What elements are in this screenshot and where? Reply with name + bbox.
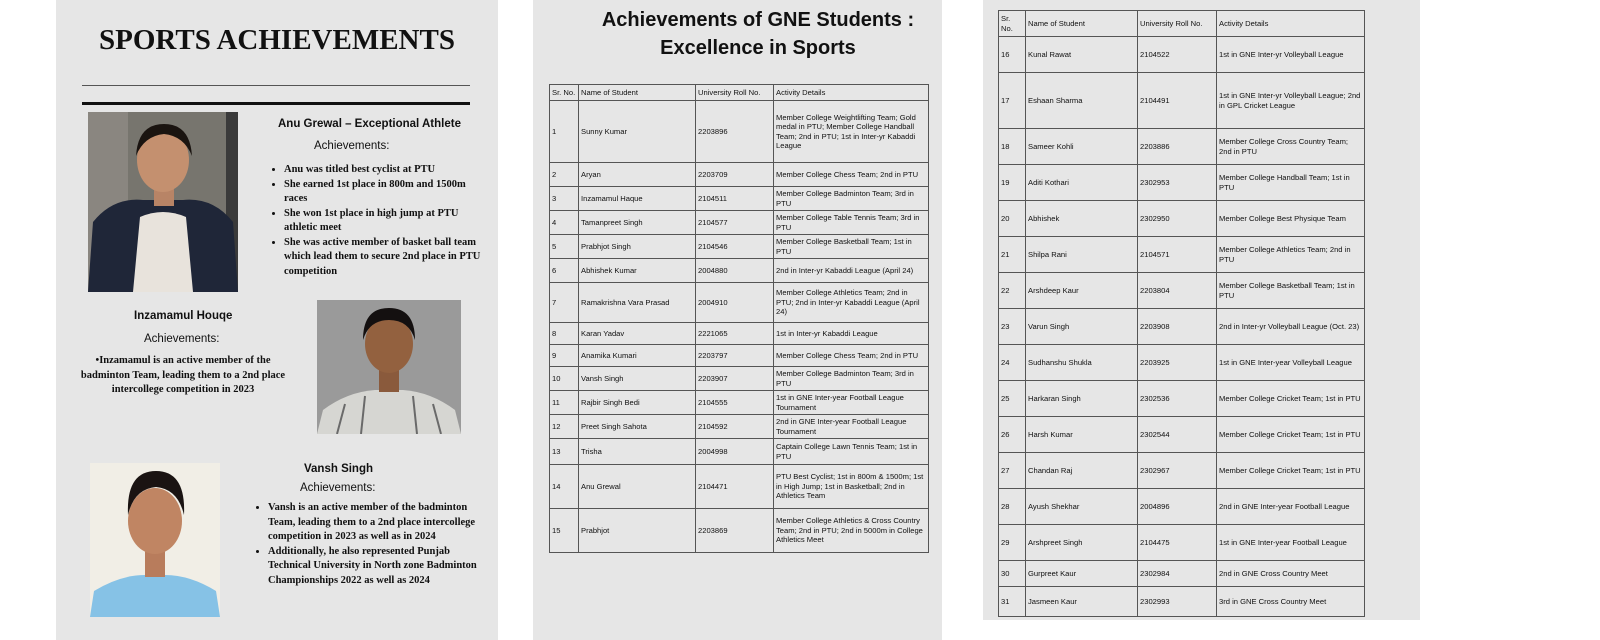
table-cell: 22 [999, 273, 1026, 309]
table-cell: Sameer Kohli [1026, 129, 1138, 165]
table-cell: 24 [999, 345, 1026, 381]
divider [82, 85, 470, 86]
achievements-table [998, 10, 1365, 617]
table-row [550, 323, 929, 345]
table-cell: Eshaan Sharma [1026, 73, 1138, 129]
table-cell: 2nd in GNE Inter-year Football League Tournament [774, 415, 929, 439]
table-cell: 1st in GNE Inter-yr Volleyball League; 2nd in GPL Cricket League [1217, 73, 1365, 129]
table-row [999, 73, 1365, 129]
list-item: • Additionally, he also represented Punjab Technical University in North zone Badminton Championships 2022 as well as 2024 [268, 545, 482, 589]
column-header: Activity Details [1217, 11, 1365, 37]
profile-subheading: Achievements: [144, 333, 220, 345]
list-item: • Anu was titled best cyclist at PTU [284, 163, 484, 178]
table-cell: 2203907 [696, 367, 774, 391]
table-row [550, 211, 929, 235]
table-cell: 29 [999, 525, 1026, 561]
table-cell: 21 [999, 237, 1026, 273]
column-header: Name of Student [579, 85, 696, 101]
table-cell: 19 [999, 165, 1026, 201]
table-cell: 26 [999, 417, 1026, 453]
table-row [550, 465, 929, 509]
table-cell: 2004896 [1138, 489, 1217, 525]
table-cell: Arshdeep Kaur [1026, 273, 1138, 309]
table-cell: Member College Athletics Team; 2nd in PTU; 2nd in Inter-yr Kabaddi League (April 24) [774, 283, 929, 323]
column-header: University Roll No. [1138, 11, 1217, 37]
table-cell: Member College Chess Team; 2nd in PTU [774, 345, 929, 367]
list-item: • Vansh is an active member of the badminton Team, leading them to a 2nd place intercollege competition in 2023 as well as in 2024 [268, 501, 482, 545]
table-cell: 2104592 [696, 415, 774, 439]
table-cell: PTU Best Cyclist; 1st in 800m & 1500m; 1st in High Jump; 1st in Basketball; 2nd in Athletics Team [774, 465, 929, 509]
table-row [999, 417, 1365, 453]
table-row [550, 101, 929, 163]
table-cell: 30 [999, 561, 1026, 587]
table-cell: 2104571 [1138, 237, 1217, 273]
table-cell: Ramakrishna Vara Prasad [579, 283, 696, 323]
table-cell: Member College Best Physique Team [1217, 201, 1365, 237]
table-cell: 10 [550, 367, 579, 391]
table-cell: 27 [999, 453, 1026, 489]
table-cell: 2nd in GNE Cross Country Meet [1217, 561, 1365, 587]
table-row [550, 391, 929, 415]
table-cell: 2104511 [696, 187, 774, 211]
page-title [533, 6, 983, 62]
table-cell: Shilpa Rani [1026, 237, 1138, 273]
table-row [999, 129, 1365, 165]
table-cell: 14 [550, 465, 579, 509]
table-row [999, 381, 1365, 417]
table-cell: Abhishek Kumar [579, 259, 696, 283]
table-row [999, 561, 1365, 587]
table-cell: Member College Athletics & Cross Country Team; 2nd in PTU; 2nd in 5000m in College Athletics Meet [774, 509, 929, 553]
table-cell: 1st in GNE Inter-year Football League [1217, 525, 1365, 561]
table-row [550, 163, 929, 187]
table-cell: 2203908 [1138, 309, 1217, 345]
profile-subheading: Achievements: [314, 140, 390, 152]
table-cell: 31 [999, 587, 1026, 617]
table-row [999, 201, 1365, 237]
table-cell: 2004998 [696, 439, 774, 465]
table-cell: 20 [999, 201, 1026, 237]
table-cell: 16 [999, 37, 1026, 73]
list-item: • She was active member of basket ball team which lead them to secure 2nd place in PTU competition [284, 236, 484, 280]
table-cell: Aditi Kothari [1026, 165, 1138, 201]
table-cell: Member College Cricket Team; 1st in PTU [1217, 453, 1365, 489]
table-row [550, 187, 929, 211]
table-cell: Kunal Rawat [1026, 37, 1138, 73]
table-cell: Prabhjot Singh [579, 235, 696, 259]
table-cell: Member College Basketball Team; 1st in PTU [1217, 273, 1365, 309]
table-row [550, 235, 929, 259]
table-cell: Chandan Raj [1026, 453, 1138, 489]
table-cell: 15 [550, 509, 579, 553]
table-cell: Harkaran Singh [1026, 381, 1138, 417]
table-cell: Sunny Kumar [579, 101, 696, 163]
table-row [550, 259, 929, 283]
table-header-row [999, 11, 1365, 37]
table-cell: Anu Grewal [579, 465, 696, 509]
table-row [550, 439, 929, 465]
table-cell: 9 [550, 345, 579, 367]
table-cell: Prabhjot [579, 509, 696, 553]
table-cell: 2302967 [1138, 453, 1217, 489]
table-cell: 2004880 [696, 259, 774, 283]
table-cell: 2203925 [1138, 345, 1217, 381]
table-cell: Arshpreet Singh [1026, 525, 1138, 561]
table-cell: Jasmeen Kaur [1026, 587, 1138, 617]
table-cell: 2nd in Inter-yr Kabaddi League (April 24) [774, 259, 929, 283]
table-row [999, 165, 1365, 201]
table-cell: Member College Cross Country Team; 2nd in PTU [1217, 129, 1365, 165]
table-cell: Vansh Singh [579, 367, 696, 391]
table-cell: 11 [550, 391, 579, 415]
table-cell: 2nd in GNE Inter-year Football League [1217, 489, 1365, 525]
table-cell: 12 [550, 415, 579, 439]
table-cell: 2 [550, 163, 579, 187]
table-cell: Member College Chess Team; 2nd in PTU [774, 163, 929, 187]
table-cell: 2302953 [1138, 165, 1217, 201]
table-row [550, 509, 929, 553]
table-cell: Member College Weightlifting Team; Gold medal in PTU; Member College Handball Team; 2nd in PTU; 1st in Inter-yr Kabaddi League [774, 101, 929, 163]
title-line-2: Excellence in Sports [660, 37, 856, 59]
table-cell: 2104555 [696, 391, 774, 415]
table-cell: 2302536 [1138, 381, 1217, 417]
profile-heading: Anu Grewal – Exceptional Athlete [278, 118, 461, 130]
table-row [999, 453, 1365, 489]
table-cell: 6 [550, 259, 579, 283]
table-row [999, 345, 1365, 381]
table-cell: 1st in GNE Inter-year Football League Tournament [774, 391, 929, 415]
table-cell: Member College Cricket Team; 1st in PTU [1217, 417, 1365, 453]
table-header-row [550, 85, 929, 101]
achievements-table-page-1 [533, 0, 942, 640]
table-cell: Anamika Kumari [579, 345, 696, 367]
table-row [550, 367, 929, 391]
profile-subheading: Achievements: [300, 482, 376, 494]
table-cell: Inzamamul Haque [579, 187, 696, 211]
poster-title: SPORTS ACHIEVEMENTS [99, 24, 455, 56]
table-cell: 23 [999, 309, 1026, 345]
table-cell: 2004910 [696, 283, 774, 323]
table-cell: 2104471 [696, 465, 774, 509]
vansh-singh-photo [90, 463, 220, 617]
table-cell: Member College Table Tennis Team; 3rd in PTU [774, 211, 929, 235]
table-cell: 2203797 [696, 345, 774, 367]
profile-heading: Vansh Singh [304, 463, 374, 475]
table-row [999, 273, 1365, 309]
table-cell: 2104522 [1138, 37, 1217, 73]
table-cell: Preet Singh Sahota [579, 415, 696, 439]
title-line-1: Achievements of GNE Students : [601, 9, 915, 31]
table-cell: Member College Cricket Team; 1st in PTU [1217, 381, 1365, 417]
table-cell: 3 [550, 187, 579, 211]
table-cell: Trisha [579, 439, 696, 465]
table-cell: Member College Athletics Team; 2nd in PTU [1217, 237, 1365, 273]
table-cell: 2104577 [696, 211, 774, 235]
table-cell: Tamanpreet Singh [579, 211, 696, 235]
table-cell: 7 [550, 283, 579, 323]
table-cell: Member College Badminton Team; 3rd in PTU [774, 187, 929, 211]
table-cell: 2203804 [1138, 273, 1217, 309]
list-item: • She earned 1st place in 800m and 1500m races [284, 178, 484, 207]
table-cell: 2302544 [1138, 417, 1217, 453]
column-header: Activity Details [774, 85, 929, 101]
table-cell: 1st in GNE Inter-year Volleyball League [1217, 345, 1365, 381]
table-cell: 2302950 [1138, 201, 1217, 237]
table-cell: 17 [999, 73, 1026, 129]
table-row [999, 525, 1365, 561]
table-cell: 2203709 [696, 163, 774, 187]
table-cell: 28 [999, 489, 1026, 525]
table-cell: Gurpreet Kaur [1026, 561, 1138, 587]
table-cell: Member College Badminton Team; 3rd in PTU [774, 367, 929, 391]
table-row [999, 309, 1365, 345]
anu-achievements-list [266, 163, 484, 279]
table-cell: Varun Singh [1026, 309, 1138, 345]
anu-grewal-photo [88, 112, 238, 292]
table-cell: 13 [550, 439, 579, 465]
profile-heading: Inzamamul Houqe [134, 310, 233, 322]
list-item: • She won 1st place in high jump at PTU athletic meet [284, 207, 484, 236]
table-cell: Aryan [579, 163, 696, 187]
table-cell: 2221065 [696, 323, 774, 345]
achievements-table [549, 84, 929, 553]
table-row [999, 237, 1365, 273]
table-cell: Member College Handball Team; 1st in PTU [1217, 165, 1365, 201]
table-cell: 18 [999, 129, 1026, 165]
table-cell: 2104475 [1138, 525, 1217, 561]
table-cell: 4 [550, 211, 579, 235]
table-row [550, 283, 929, 323]
table-cell: 25 [999, 381, 1026, 417]
table-cell: 1st in Inter-yr Kabaddi League [774, 323, 929, 345]
table-cell: Karan Yadav [579, 323, 696, 345]
column-header: Sr. No. [550, 85, 579, 101]
column-header: Sr. No. [999, 11, 1026, 37]
table-cell: Ayush Shekhar [1026, 489, 1138, 525]
table-row [550, 345, 929, 367]
table-cell: 1 [550, 101, 579, 163]
table-cell: 2302984 [1138, 561, 1217, 587]
table-cell: Captain College Lawn Tennis Team; 1st in PTU [774, 439, 929, 465]
table-cell: 2104546 [696, 235, 774, 259]
table-cell: Abhishek [1026, 201, 1138, 237]
table-cell: 2203886 [1138, 129, 1217, 165]
column-header: University Roll No. [696, 85, 774, 101]
table-cell: Harsh Kumar [1026, 417, 1138, 453]
table-row [550, 415, 929, 439]
table-row [999, 587, 1365, 617]
table-cell: 5 [550, 235, 579, 259]
column-header: Name of Student [1026, 11, 1138, 37]
table-cell: Member College Basketball Team; 1st in PTU [774, 235, 929, 259]
table-row [999, 37, 1365, 73]
table-cell: 3rd in GNE Cross Country Meet [1217, 587, 1365, 617]
table-cell: 2nd in Inter-yr Volleyball League (Oct. 23) [1217, 309, 1365, 345]
profile-text: •Inzamamul is an active member of the badminton Team, leading them to a 2nd place intercollege competition in 2023 [80, 355, 286, 395]
table-cell: 2104491 [1138, 73, 1217, 129]
sports-achievements-poster [56, 0, 498, 640]
table-cell: 8 [550, 323, 579, 345]
table-cell: 1st in GNE Inter-yr Volleyball League [1217, 37, 1365, 73]
divider [82, 102, 470, 105]
table-row [999, 489, 1365, 525]
table-cell: 2203896 [696, 101, 774, 163]
table-cell: 2302993 [1138, 587, 1217, 617]
inzamamul-houqe-photo [317, 300, 461, 434]
table-cell: 2203869 [696, 509, 774, 553]
table-cell: Sudhanshu Shukla [1026, 345, 1138, 381]
table-cell: Rajbir Singh Bedi [579, 391, 696, 415]
achievements-table-page-2 [983, 0, 1420, 620]
vansh-achievements-list [250, 501, 482, 588]
